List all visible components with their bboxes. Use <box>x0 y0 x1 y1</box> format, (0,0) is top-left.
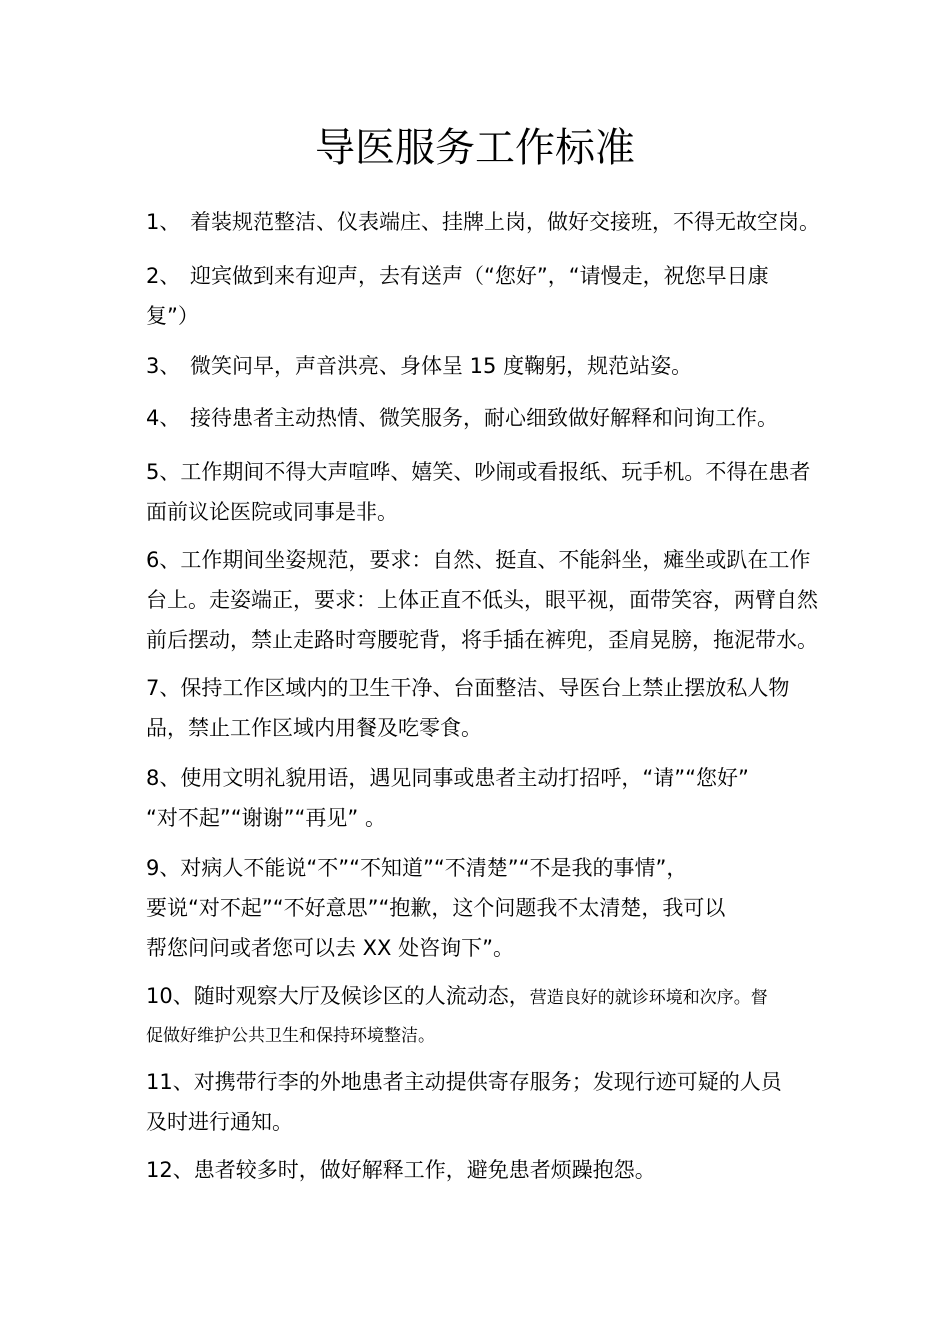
item-number: 11、 <box>146 1070 194 1094</box>
item-text: 微笑问早，声音洪亮、身体呈 15 度鞠躬，规范站姿。 <box>190 354 693 378</box>
list-item-2 <box>146 256 836 336</box>
item-text: 使用文明礼貌用语，遇见同事或患者主动打招呼，“请”“您好” <box>180 766 749 790</box>
item-number: 12、 <box>146 1158 194 1182</box>
item-text: 工作期间坐姿规范，要求：自然、挺直、不能斜坐，瘫坐或趴在工作 <box>180 548 811 572</box>
item-text: 对携带行李的外地患者主动提供寄存服务；发现行迹可疑的人员 <box>193 1070 782 1094</box>
item-text: 复”） <box>146 304 199 328</box>
item-text: 随时观察大厅及候诊区的人流动态， <box>193 984 530 1008</box>
item-number: 5、 <box>146 460 181 484</box>
item-number: 8、 <box>146 766 181 790</box>
item-text: 工作期间不得大声喧哗、嬉笑、吵闹或看报纸、玩手机。不得在患者 <box>180 460 811 484</box>
item-number: 7、 <box>146 676 181 700</box>
list-item-12 <box>146 1150 836 1190</box>
item-text: 迎宾做到来有迎声，去有送声（“您好”，“请慢走，祝您早日康 <box>190 264 769 288</box>
item-text: 帮您问问或者您可以去 XX 处咨询下”。 <box>146 936 515 960</box>
item-text: 接待患者主动热情、微笑服务，耐心细致做好解释和问询工作。 <box>190 406 778 430</box>
item-text: “对不起”“谢谢”“再见” 。 <box>146 806 386 830</box>
item-number: 1、 <box>146 210 181 234</box>
list-item-8 <box>146 758 836 838</box>
list-item-6 <box>146 540 836 660</box>
item-text: 台上。走姿端正，要求：上体正直不低头，眼平视，面带笑容，两臂自然 <box>146 588 818 612</box>
item-number: 3、 <box>146 354 181 378</box>
item-text: 要说“对不起”“不好意思”“抱歉，这个问题我不太清楚，我可以 <box>146 896 726 920</box>
item-number: 10、 <box>146 984 194 1008</box>
list-item-11 <box>146 1062 836 1142</box>
item-text: 对病人不能说“不”“不知道”“不清楚”“不是我的事情”， <box>180 856 688 880</box>
list-item-4 <box>146 398 836 438</box>
item-text-small: 促做好维护公共卫生和保持环境整洁。 <box>146 1026 435 1046</box>
list-item-3 <box>146 346 836 386</box>
item-text: 及时进行通知。 <box>146 1110 293 1134</box>
list-item-1 <box>146 202 836 242</box>
list-item-7 <box>146 668 836 748</box>
document-title: 导医服务工作标准 <box>315 125 635 171</box>
list-item-5 <box>146 452 836 532</box>
item-text: 患者较多时，做好解释工作，避免患者烦躁抱怨。 <box>193 1158 656 1182</box>
item-text-small: 营造良好的就诊环境和次序。督 <box>529 988 768 1008</box>
list-item-9 <box>146 848 836 968</box>
item-text: 面前议论医院或同事是非。 <box>146 500 398 524</box>
list-item-10 <box>146 976 836 1056</box>
item-text: 保持工作区域内的卫生干净、台面整洁、导医台上禁止摆放私人物 <box>180 676 790 700</box>
item-text: 着装规范整洁、仪表端庄、挂牌上岗，做好交接班，不得无故空岗。 <box>190 210 820 234</box>
item-text: 前后摆动，禁止走路时弯腰驼背，将手插在裤兜，歪肩晃膀，拖泥带水。 <box>146 628 818 652</box>
item-number: 4、 <box>146 406 181 430</box>
item-number: 2、 <box>146 264 181 288</box>
item-number: 9、 <box>146 856 181 880</box>
item-text: 品，禁止工作区域内用餐及吃零食。 <box>146 716 482 740</box>
item-number: 6、 <box>146 548 181 572</box>
